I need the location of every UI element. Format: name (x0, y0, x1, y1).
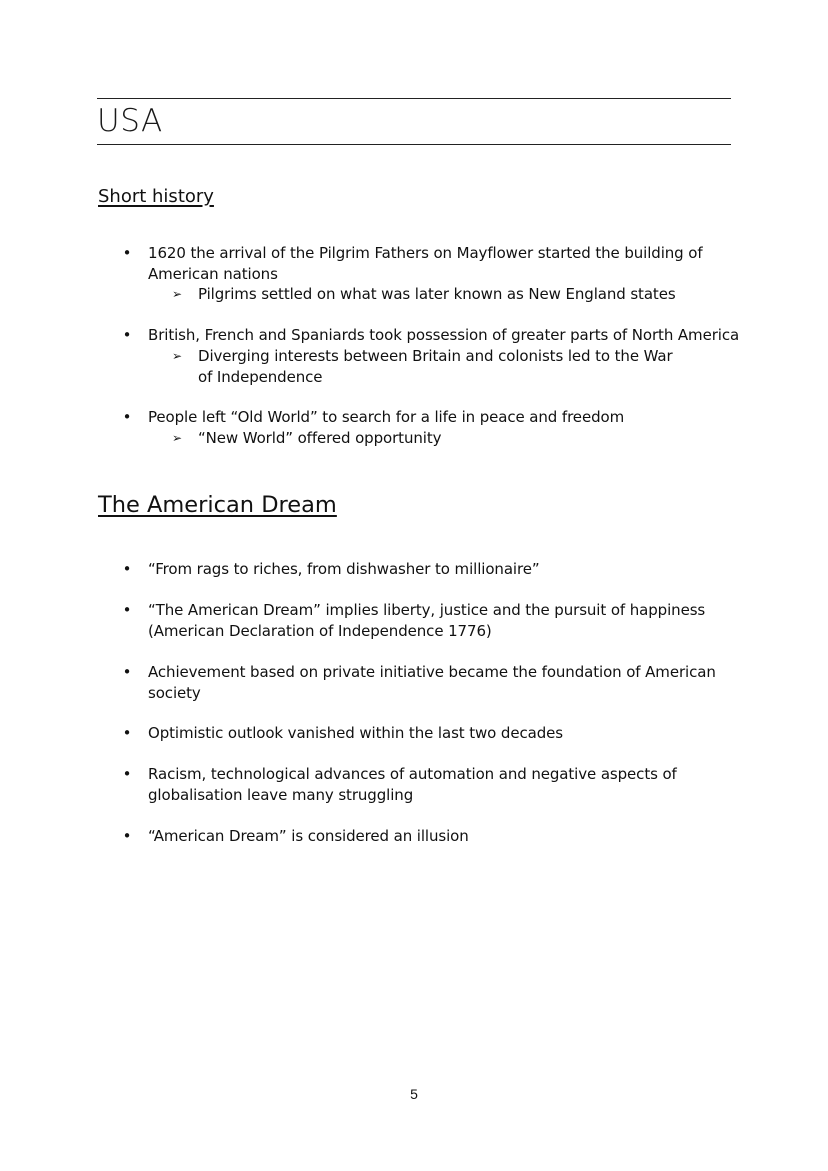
bullet-icon: • (122, 827, 132, 845)
arrow-bullet-icon: ➢ (172, 349, 183, 363)
list-item-text: “From rags to riches, from dishwasher to millionaire” (148, 560, 540, 578)
bullet-icon: • (122, 724, 132, 742)
list-item-text: Achievement based on private initiative became the foundation of American society (148, 663, 716, 702)
section-heading-short-history: Short history (98, 186, 214, 207)
bullet-icon: • (122, 408, 132, 426)
page-title: USA (97, 103, 163, 139)
bullet-icon: • (122, 326, 132, 344)
sub-list-item-text: Diverging interests between Britain and colonists led to the War of Independence (198, 347, 673, 386)
sub-list-item-text: “New World” offered opportunity (198, 429, 442, 447)
bullet-icon: • (122, 601, 132, 619)
section-heading-american-dream: The American Dream (98, 492, 337, 518)
sub-list-item-text: Pilgrims settled on what was later known as New England states (198, 285, 676, 303)
arrow-bullet-icon: ➢ (172, 287, 183, 301)
list-item-text: 1620 the arrival of the Pilgrim Fathers on Mayflower started the building of American nations (148, 244, 703, 283)
bullet-icon: • (122, 663, 132, 681)
page-number: 5 (410, 1086, 418, 1102)
title-block (97, 98, 731, 145)
list-item-text: Optimistic outlook vanished within the last two decades (148, 724, 563, 742)
list-item-text: “The American Dream” implies liberty, justice and the pursuit of happiness (American Declaration of Independence 1776) (148, 601, 706, 640)
list-item-text: Racism, technological advances of automation and negative aspects of globalisation leave many struggling (148, 765, 677, 804)
list-item-text: “American Dream” is considered an illusion (148, 827, 469, 845)
bullet-icon: • (122, 560, 132, 578)
bullet-icon: • (122, 765, 132, 783)
bullet-icon: • (122, 244, 132, 262)
arrow-bullet-icon: ➢ (172, 431, 183, 445)
list-item-text: British, French and Spaniards took possession of greater parts of North America (148, 326, 740, 344)
list-item-text: People left “Old World” to search for a life in peace and freedom (148, 408, 625, 426)
